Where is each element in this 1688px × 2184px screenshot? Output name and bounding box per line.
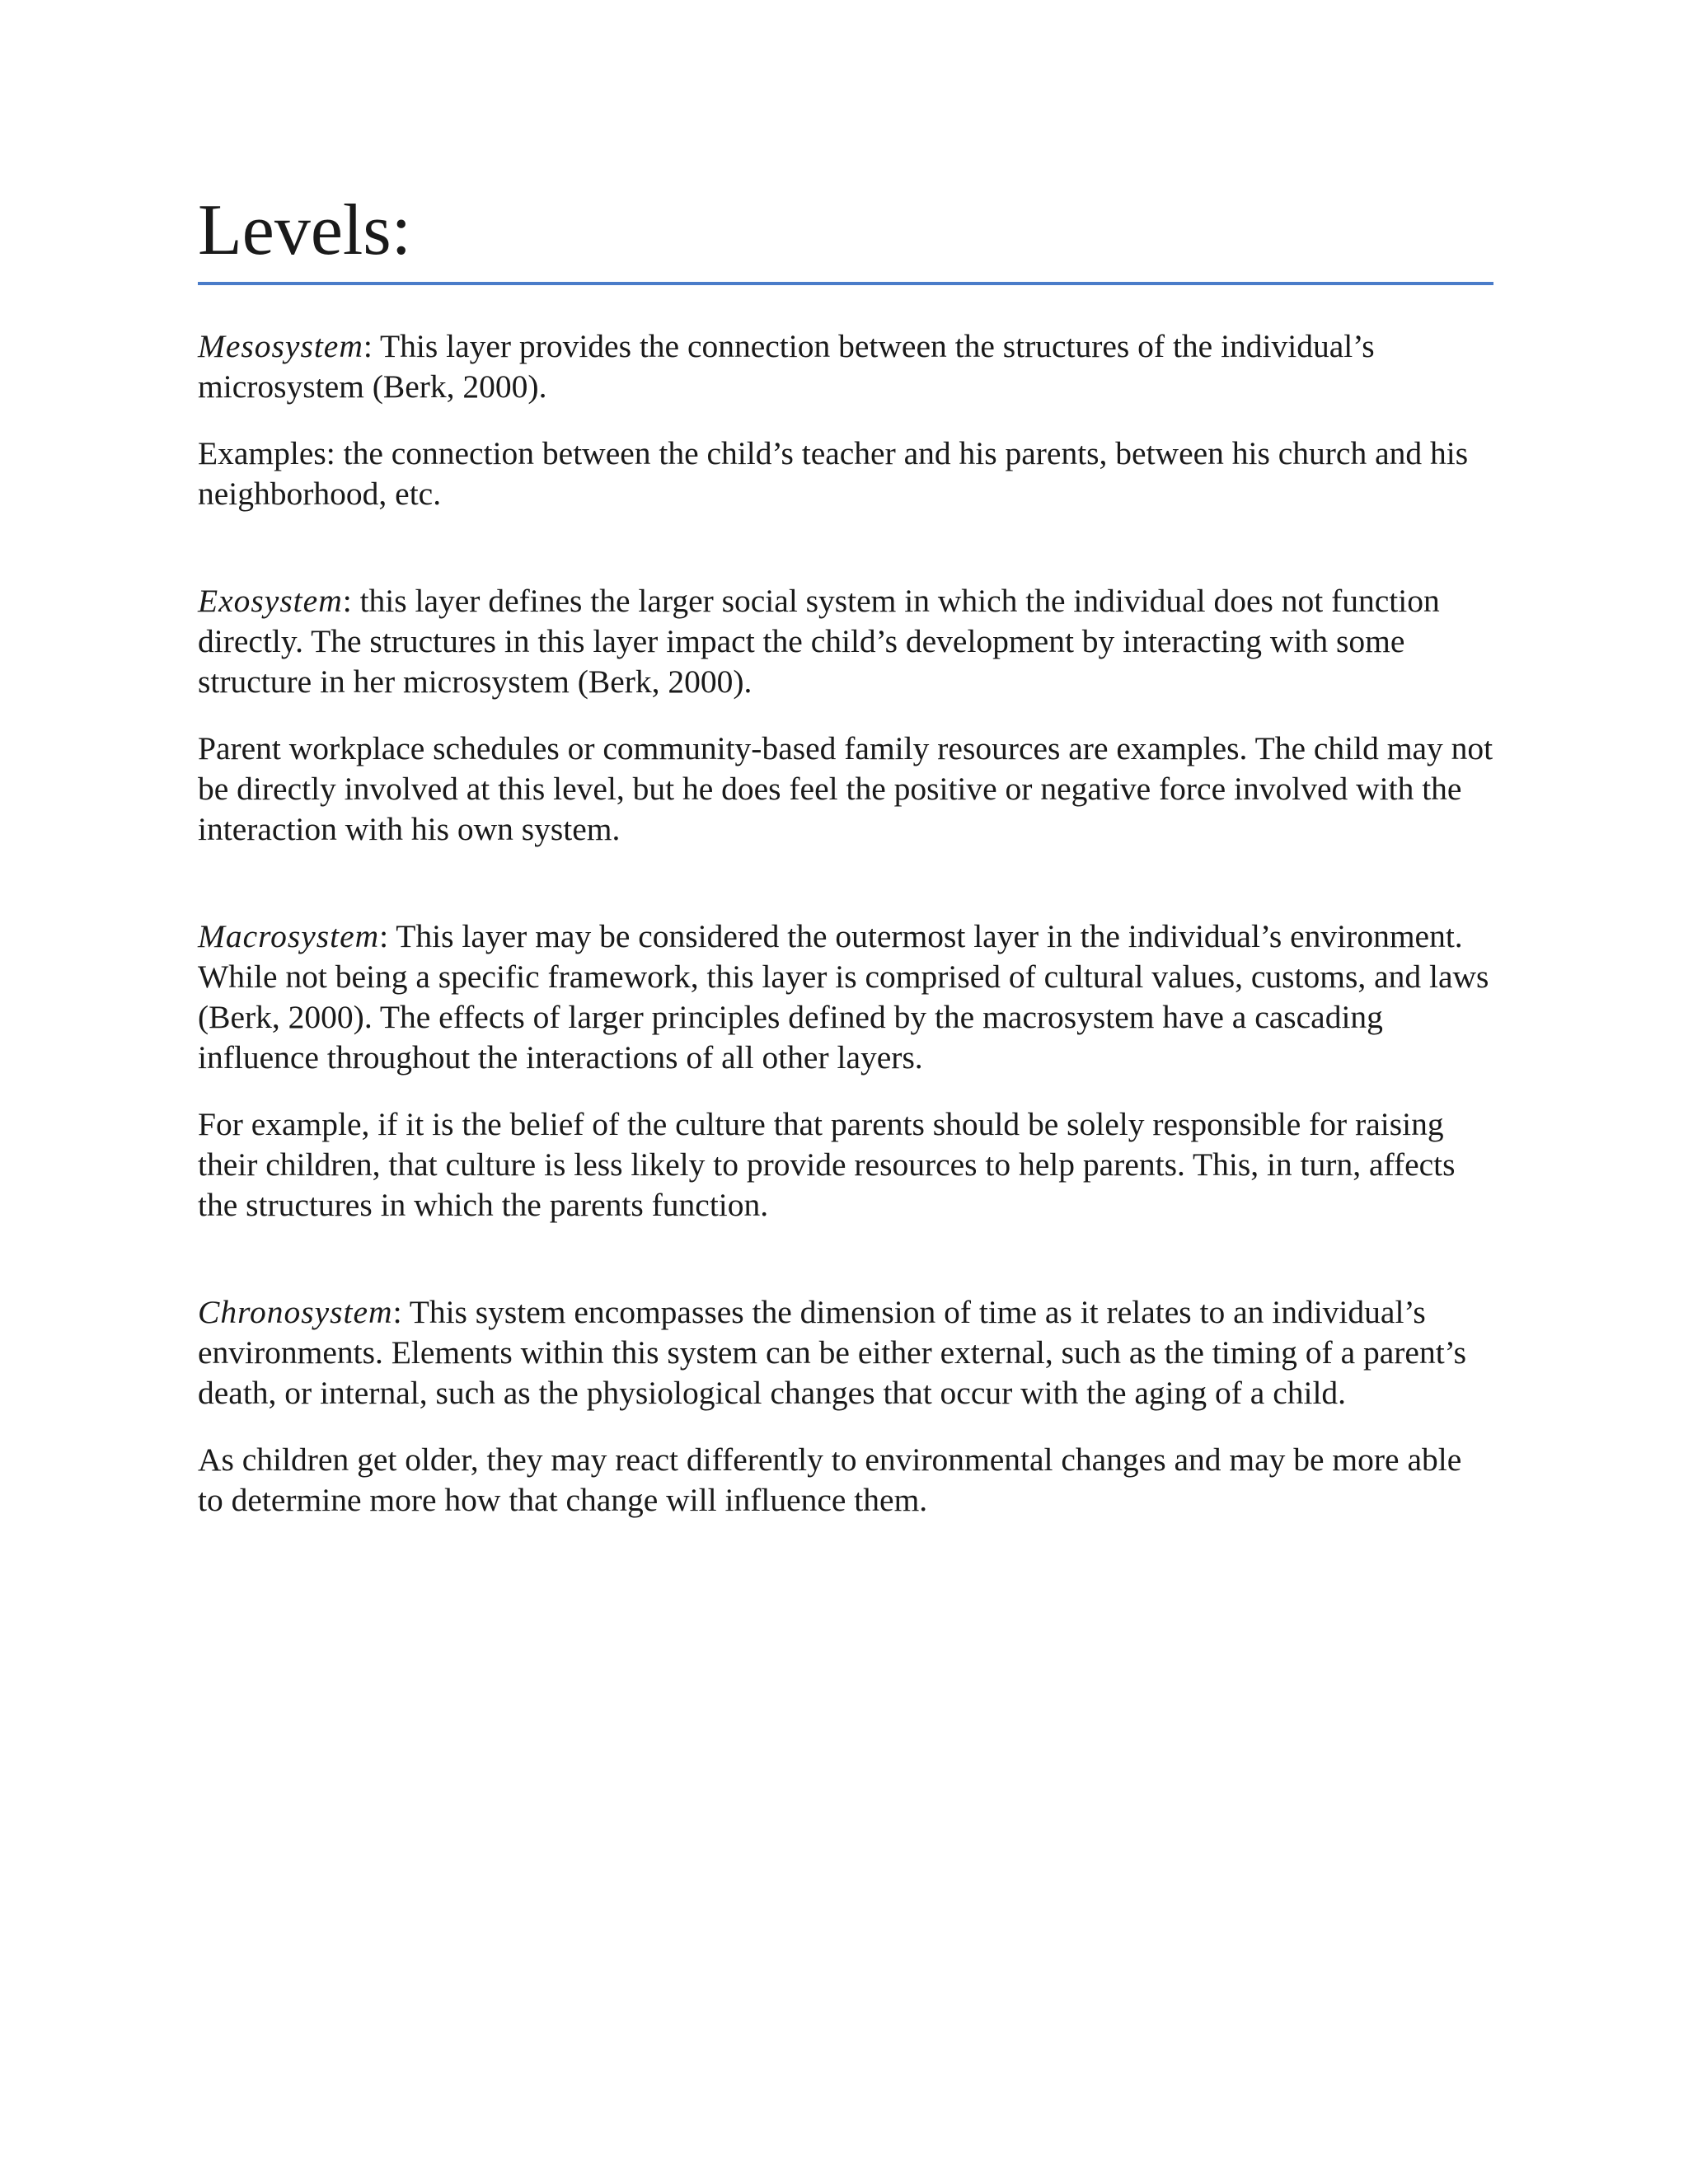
chronosystem-definition — [198, 1292, 1493, 1413]
exosystem-definition-text: : this layer defines the larger social system in which the individual does not function directly. The structures in this layer impact the child’s development by interacting with some structure in her microsystem (Berk, 2000). — [198, 583, 1440, 700]
document-page — [198, 190, 1493, 1521]
mesosystem-definition — [198, 326, 1493, 407]
page-title: Levels: — [198, 194, 1493, 285]
mesosystem-term: Mesosystem — [198, 328, 363, 364]
macrosystem-definition — [198, 916, 1493, 1078]
chronosystem-example: As children get older, they may react differently to environmental changes and may be more able to determine more how that change will influence them. — [198, 1441, 1462, 1518]
mesosystem-definition-text: : This layer provides the connection between the structures of the individual’s microsystem (Berk, 2000). — [198, 328, 1375, 405]
exosystem-example: Parent workplace schedules or community-based family resources are examples. The child may not be directly involved at this level, but he does feel the positive or negative force involved with the interaction with his own system. — [198, 730, 1493, 847]
mesosystem-example: Examples: the connection between the child’s teacher and his parents, between his church and his neighborhood, etc. — [198, 435, 1469, 512]
macrosystem-example: For example, if it is the belief of the culture that parents should be solely responsible for raising their children, that culture is less likely to provide resources to help parents. This, in turn, affects the structures in which the parents function. — [198, 1106, 1456, 1223]
chronosystem-definition-text: : This system encompasses the dimension of time as it relates to an individual’s environments. Elements within this system can be either external, such as the timing of a parent’s death, or internal, such as the physiological changes that occur with the aging of a child. — [198, 1294, 1467, 1411]
macrosystem-term: Macrosystem — [198, 918, 380, 954]
macrosystem-definition-text: : This layer may be considered the outermost layer in the individual’s environment. While not being a specific framework, this layer is comprised of cultural values, customs, and laws (Berk, 2000). The effects of larger principles defined by the macrosystem have a cascading influence throughout the interactions of all other layers. — [198, 918, 1489, 1076]
exosystem-term: Exosystem — [198, 583, 343, 619]
chronosystem-term: Chronosystem — [198, 1294, 393, 1330]
exosystem-definition — [198, 581, 1493, 702]
